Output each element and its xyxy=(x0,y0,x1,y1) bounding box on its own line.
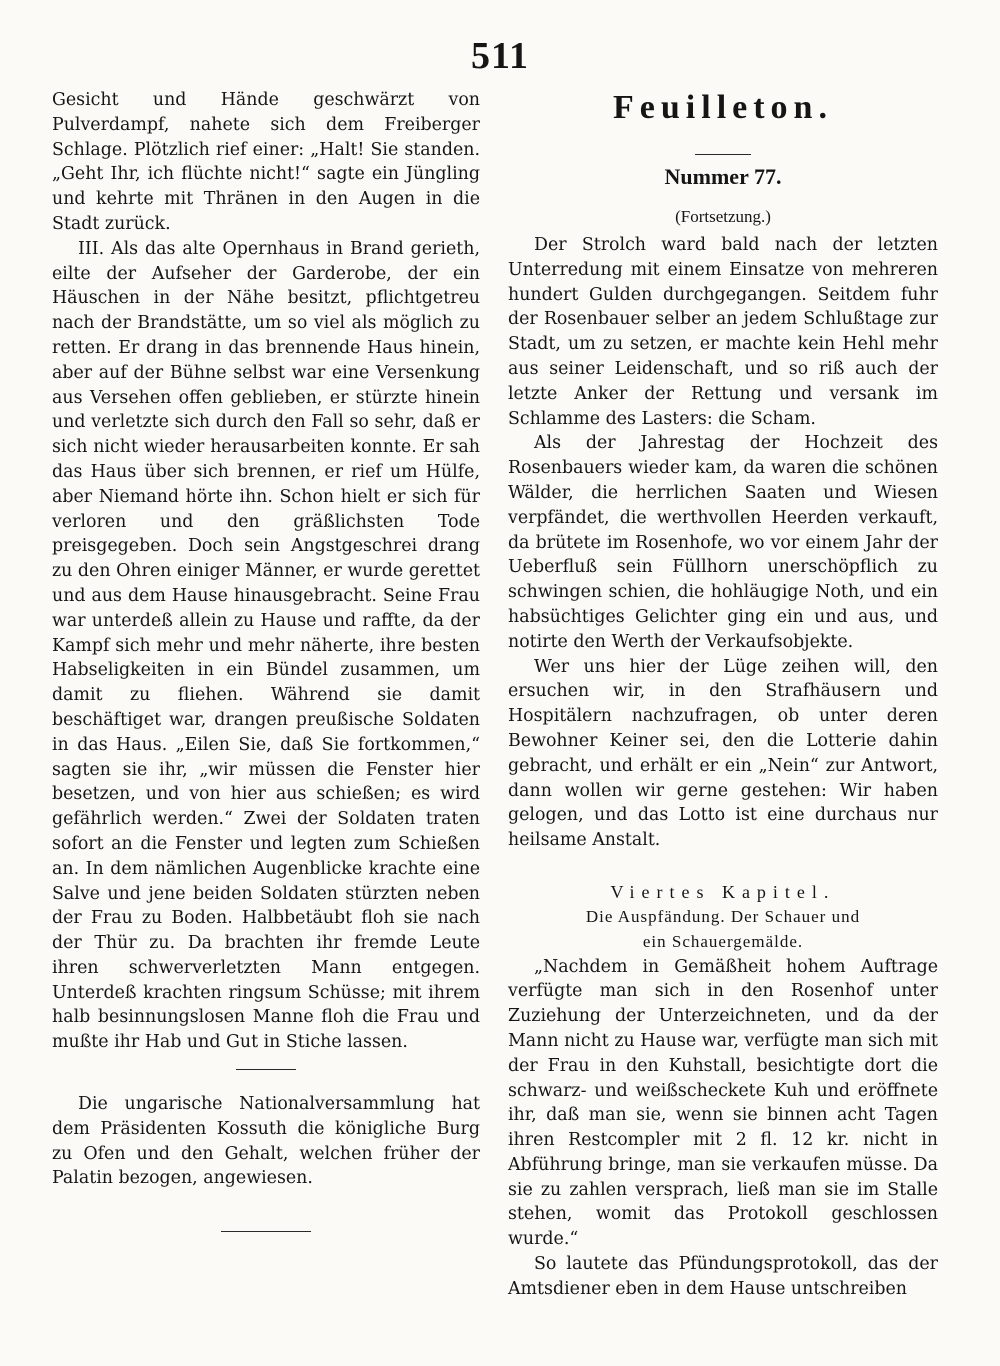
title-rule xyxy=(695,154,751,155)
feuilleton-title: Feuilleton. xyxy=(613,89,833,126)
page-number: 511 xyxy=(471,35,529,77)
right-paragraph-5: So lautete das Pfündungsprotokoll, das der Amtsdiener eben in dem Hause untschreiben xyxy=(508,1254,938,1299)
separator-rule xyxy=(236,1069,296,1070)
chapter-heading: Viertes Kapitel. xyxy=(610,881,836,902)
issue-number: Nummer 77. xyxy=(664,164,782,189)
right-paragraph-4: „Nachdem in Gemäßheit hohem Auftrage verfügte man sich in den Rosenhof unter Zuziehung der Unterzeichneten, und da der Mann nicht zu Hause war, verfügte man sich mit der Frau in den Kuhstall, besichtigte dort die schwarz- und weißscheckete Kuh und eröffnete ihr, daß man sie, wenn sie binnen acht Tagen ihren Restcompler mit 2 fl. 12 kr. nicht in Abführung bringe, man sie verkaufen müsse. Da sie zu zahlen versprach, ließ man sie im Stalle stehen, womit das Protokoll geschlossen wurde.“ xyxy=(508,956,938,1250)
closing-rule xyxy=(221,1231,311,1232)
right-paragraph-2: Als der Jahrestag der Hochzeit des Rosenbauers wieder kam, da waren die schönen Wälder, die herrlichen Saaten und Wiesen verpfändet, die werthvollen Heerden verkauft, da brütete im Rosenhofe, wo vor einem Jahr der Ueberfluß sein Füllhorn unerschöpflich zu schwingen schien, die hohläugige Noth, und ein habsüchtiges Gelichter ging ein und aus, und notirte den Werth der Verkaufsobjekte. xyxy=(508,433,938,652)
right-column xyxy=(508,88,938,1302)
continuation-label: (Fortsetzung.) xyxy=(675,207,771,226)
right-paragraph-1: Der Strolch ward bald nach der letzten Unterredung mit einem Einsatze von mehreren hundert Gulden durchgegangen. Seitdem fuhr der Rosenbauer selber an jedem Schlußtage zur Stadt, um zu setzen, er machte kein Hehl mehr aus seiner Leidenschaft, und so riß auch der letzte Anker der Rettung und versank im Schlamme des Lasters: die Scham. xyxy=(508,235,938,429)
left-paragraph-1: Gesicht und Hände geschwärzt von Pulverdampf, nahete sich dem Freiberger Schlage. Plötzlich rief einer: „Halt! Sie standen. „Geht Ihr, ich flüchte nicht!“ sagte ein Jüngling und kehrte mit Thränen in den Augen in die Stadt zurück. xyxy=(52,90,480,234)
left-paragraph-3: Die ungarische Nationalversammlung hat dem Präsidenten Kossuth die königliche Burg zu Ofen und den Gehalt, welchen früher der Palatin bezogen, angewiesen. xyxy=(52,1094,480,1189)
right-paragraph-3: Wer uns hier der Lüge zeihen will, den ersuchen wir, in den Strafhäusern und Hospitälern nachzufragen, ob unter deren Bewohner Keiner sei, den die Lotterie dahin gebracht, und erhält er ein „Nein“ zur Antwort, dann wollen wir gerne gestehen: Wir haben gelogen, und das Lotto ist eine durchaus nur heilsame Anstalt. xyxy=(508,656,938,851)
chapter-subtitle-line-2: ein Schauergemälde. xyxy=(642,931,804,951)
left-column xyxy=(52,88,480,1232)
chapter-subtitle-line-1: Die Auspfändung. Der Schauer und xyxy=(585,906,861,926)
left-paragraph-2: III. Als das alte Opernhaus in Brand gerieth, eilte der Aufseher der Garderobe, der ein Häuschen in der Nähe besitzt, pflichtgetreu nach der Brandstätte, um so viel als möglich zu retten. Er drang in das brennende Haus hinein, aber auf der Bühne selbst war eine Versenkung aus Versehen offen geblieben, er stürzte hinein und verletzte sich durch den Fall so sehr, daß er sich nicht wieder herausarbeiten konnte. Er sah das Haus über sich brennen, er rief um Hülfe, aber Niemand hörte ihn. Schon hielt er sich für verloren und den gräßlichsten Tode preisgegeben. Doch sein Angstgeschrei drang zu den Ohren einiger Männer, er wurde gerettet und aus dem Hause hinausgebracht. Seine Frau war unterdeß allein zu Hause und raffte, da der Kampf sich mehr und mehr näherte, ihre besten Habseligkeiten in ein Bündel zusammen, um damit zu fliehen. Während sie damit beschäftiget war, drangen preußische Soldaten in das Haus. „Eilen Sie, daß Sie fortkommen,“ sagten sie ihr, „wir müssen die Fenster hier besetzen, und von hier aus schießen; es wird gefährlich werden.“ Zwei der Soldaten traten sofort an die Fenster und legten zum Schießen an. In dem nämlichen Augenblicke krachte eine Salve und jene beiden Soldaten stürzten neben der Frau zu Boden. Halbbetäubt floh sie nach der Thür zu. Da brachten ihr fremde Leute ihren schwerverletzten Mann entgegen. Unterdeß krachten ringsum Schüsse; mit ihrem halb besinnungslosen Manne floh die Frau und mußte ihr Hab und Gut in Stiche lassen. xyxy=(52,238,480,1053)
